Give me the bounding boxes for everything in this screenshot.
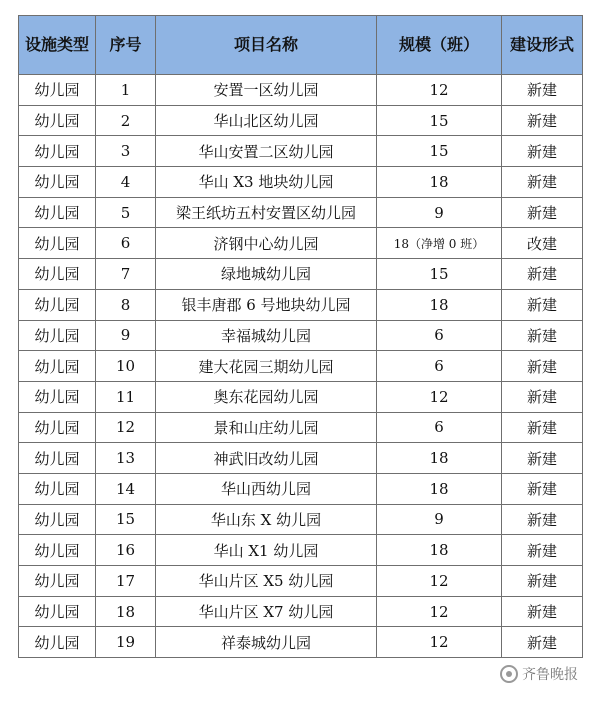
table-row	[19, 627, 583, 658]
facility-type-cell: 幼儿园	[19, 443, 96, 474]
index-cell: 11	[96, 381, 156, 412]
construction-type-cell: 新建	[502, 596, 583, 627]
column-header: 规模（班）	[377, 16, 502, 75]
construction-type-cell: 新建	[502, 412, 583, 443]
construction-type-cell: 新建	[502, 535, 583, 566]
scale-cell: 15	[377, 259, 502, 290]
table-header	[19, 16, 583, 75]
facility-type-cell: 幼儿园	[19, 105, 96, 136]
watermark-text: 齐鲁晚报	[522, 667, 578, 683]
scale-cell: 12	[377, 381, 502, 412]
scale-cell: 18	[377, 443, 502, 474]
index-cell: 7	[96, 259, 156, 290]
facility-type-cell: 幼儿园	[19, 596, 96, 627]
table-row	[19, 504, 583, 535]
construction-type-cell: 新建	[502, 75, 583, 106]
project-name-cell: 建大花园三期幼儿园	[156, 351, 377, 382]
scale-cell: 12	[377, 75, 502, 106]
construction-type-cell: 改建	[502, 228, 583, 259]
facility-type-cell: 幼儿园	[19, 412, 96, 443]
scale-cell: 12	[377, 627, 502, 658]
scale-cell: 18（净增 0 班）	[377, 228, 502, 259]
project-name-cell: 绿地城幼儿园	[156, 259, 377, 290]
index-cell: 10	[96, 351, 156, 382]
table-row	[19, 443, 583, 474]
table-row	[19, 412, 583, 443]
project-name-cell: 华山北区幼儿园	[156, 105, 377, 136]
construction-type-cell: 新建	[502, 167, 583, 198]
wechat-icon	[500, 665, 518, 683]
scale-cell: 6	[377, 412, 502, 443]
table-row	[19, 381, 583, 412]
scale-cell: 9	[377, 197, 502, 228]
facility-type-cell: 幼儿园	[19, 566, 96, 597]
index-cell: 9	[96, 320, 156, 351]
index-cell: 13	[96, 443, 156, 474]
construction-type-cell: 新建	[502, 627, 583, 658]
table-row	[19, 566, 583, 597]
scale-cell: 9	[377, 504, 502, 535]
facility-type-cell: 幼儿园	[19, 167, 96, 198]
construction-type-cell: 新建	[502, 504, 583, 535]
facility-type-cell: 幼儿园	[19, 136, 96, 167]
column-header: 建设形式	[502, 16, 583, 75]
index-cell: 4	[96, 167, 156, 198]
index-cell: 19	[96, 627, 156, 658]
facility-type-cell: 幼儿园	[19, 197, 96, 228]
table-row	[19, 136, 583, 167]
table-body	[19, 75, 583, 658]
project-name-cell: 华山东 X 幼儿园	[156, 504, 377, 535]
construction-type-cell: 新建	[502, 105, 583, 136]
project-name-cell: 华山片区 X5 幼儿园	[156, 566, 377, 597]
watermark	[500, 662, 596, 686]
column-header: 设施类型	[19, 16, 96, 75]
project-name-cell: 济钢中心幼儿园	[156, 228, 377, 259]
facility-table	[18, 15, 583, 658]
facility-type-cell: 幼儿园	[19, 259, 96, 290]
facility-type-cell: 幼儿园	[19, 228, 96, 259]
table-row	[19, 473, 583, 504]
table-row	[19, 105, 583, 136]
project-name-cell: 祥泰城幼儿园	[156, 627, 377, 658]
construction-type-cell: 新建	[502, 320, 583, 351]
index-cell: 14	[96, 473, 156, 504]
index-cell: 5	[96, 197, 156, 228]
facility-type-cell: 幼儿园	[19, 75, 96, 106]
index-cell: 6	[96, 228, 156, 259]
construction-type-cell: 新建	[502, 136, 583, 167]
index-cell: 2	[96, 105, 156, 136]
scale-cell: 15	[377, 136, 502, 167]
facility-type-cell: 幼儿园	[19, 504, 96, 535]
scale-cell: 15	[377, 105, 502, 136]
column-header: 序号	[96, 16, 156, 75]
project-name-cell: 幸福城幼儿园	[156, 320, 377, 351]
table-row	[19, 535, 583, 566]
facility-type-cell: 幼儿园	[19, 627, 96, 658]
scale-cell: 6	[377, 351, 502, 382]
index-cell: 16	[96, 535, 156, 566]
table-row	[19, 320, 583, 351]
header-row	[19, 16, 583, 75]
scale-cell: 18	[377, 167, 502, 198]
table-row	[19, 75, 583, 106]
project-name-cell: 华山片区 X7 幼儿园	[156, 596, 377, 627]
facility-type-cell: 幼儿园	[19, 473, 96, 504]
index-cell: 8	[96, 289, 156, 320]
construction-type-cell: 新建	[502, 473, 583, 504]
scale-cell: 18	[377, 535, 502, 566]
scale-cell: 6	[377, 320, 502, 351]
project-name-cell: 华山 X1 幼儿园	[156, 535, 377, 566]
column-header: 项目名称	[156, 16, 377, 75]
construction-type-cell: 新建	[502, 443, 583, 474]
construction-type-cell: 新建	[502, 351, 583, 382]
scale-cell: 12	[377, 596, 502, 627]
project-name-cell: 华山安置二区幼儿园	[156, 136, 377, 167]
construction-type-cell: 新建	[502, 566, 583, 597]
scale-cell: 18	[377, 289, 502, 320]
project-name-cell: 华山西幼儿园	[156, 473, 377, 504]
index-cell: 15	[96, 504, 156, 535]
table-row	[19, 289, 583, 320]
construction-type-cell: 新建	[502, 289, 583, 320]
project-name-cell: 安置一区幼儿园	[156, 75, 377, 106]
facility-type-cell: 幼儿园	[19, 381, 96, 412]
project-name-cell: 华山 X3 地块幼儿园	[156, 167, 377, 198]
facility-type-cell: 幼儿园	[19, 351, 96, 382]
index-cell: 1	[96, 75, 156, 106]
index-cell: 3	[96, 136, 156, 167]
facility-type-cell: 幼儿园	[19, 320, 96, 351]
scale-cell: 12	[377, 566, 502, 597]
project-name-cell: 奥东花园幼儿园	[156, 381, 377, 412]
project-name-cell: 景和山庄幼儿园	[156, 412, 377, 443]
project-name-cell: 梁王纸坊五村安置区幼儿园	[156, 197, 377, 228]
index-cell: 17	[96, 566, 156, 597]
index-cell: 18	[96, 596, 156, 627]
construction-type-cell: 新建	[502, 381, 583, 412]
index-cell: 12	[96, 412, 156, 443]
table-row	[19, 596, 583, 627]
project-name-cell: 神武旧改幼儿园	[156, 443, 377, 474]
table-row	[19, 228, 583, 259]
table-row	[19, 167, 583, 198]
construction-type-cell: 新建	[502, 197, 583, 228]
facility-type-cell: 幼儿园	[19, 289, 96, 320]
scale-cell: 18	[377, 473, 502, 504]
table-row	[19, 259, 583, 290]
table-row	[19, 197, 583, 228]
project-name-cell: 银丰唐郡 6 号地块幼儿园	[156, 289, 377, 320]
table-row	[19, 351, 583, 382]
construction-type-cell: 新建	[502, 259, 583, 290]
facility-type-cell: 幼儿园	[19, 535, 96, 566]
